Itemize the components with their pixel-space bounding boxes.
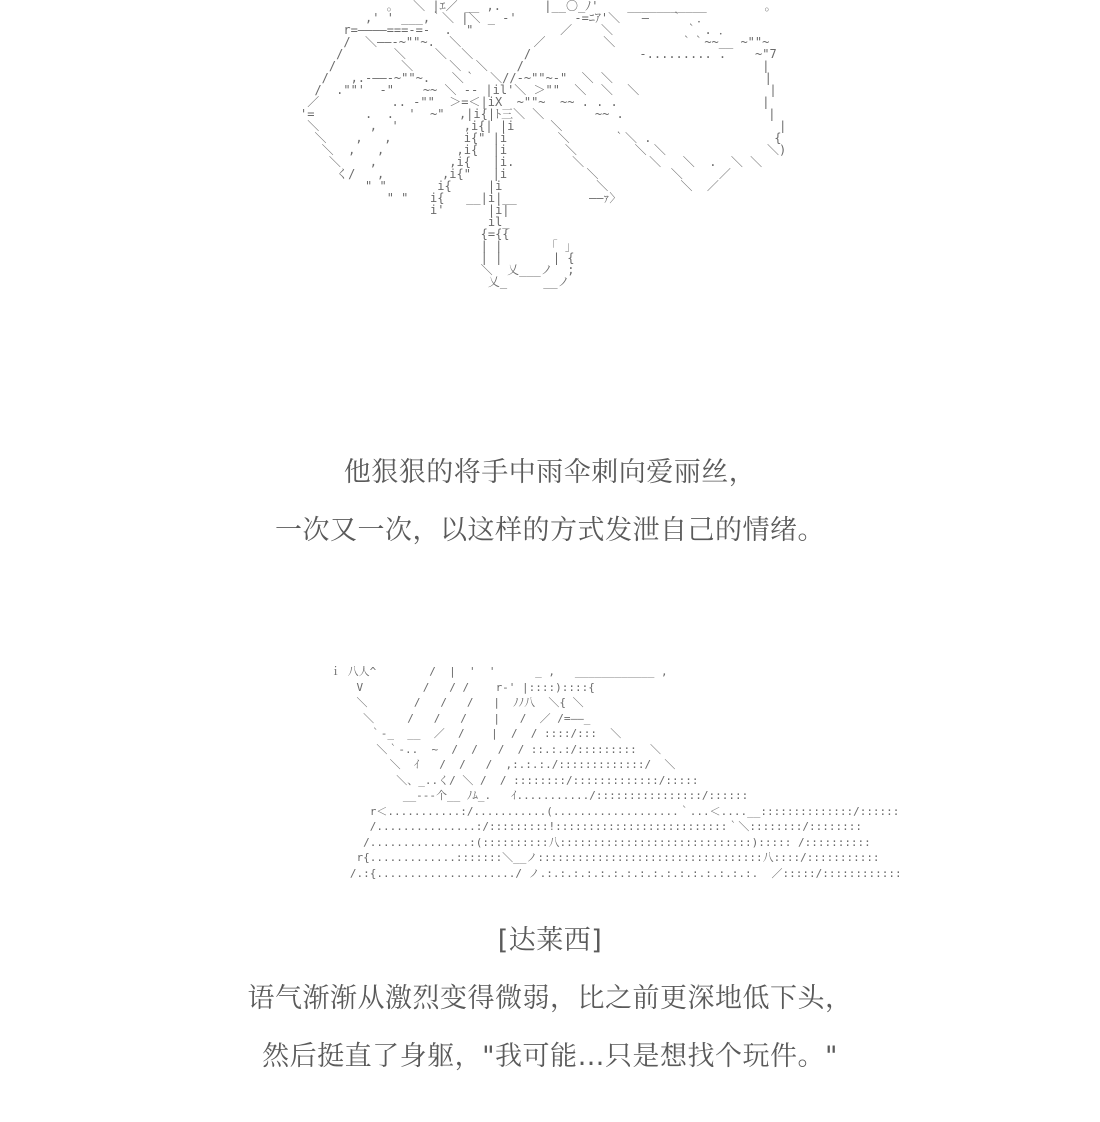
caption-line-1: 他狠狠的将手中雨伞刺向爱丽丝，	[343, 457, 757, 488]
caption-line-2: 一次又一次，以这样的方式发泄自己的情绪。	[275, 515, 825, 546]
slumped-figure-ascii-art: ｉ 八人^ / | ' ' _ , ____________ , V / / / r-' |::::)::::{ ＼ / / / | ﾉﾉ八 ＼{ ＼ ＼ / / / | / ／ /=——_ ｀-_ __ ／ / | / / ::::/::: ＼ ＼｀-.. ~ / / / / ::.:.:/::::::::: ＼ ＼ ｲ / / / ,:.:.:./:::::::::::::/ ＼ ＼、_..く/ ＼ / / ::::::::/:::::::::::::/::::: __---个__ ﾉﾑ_. ｲ.........../::::::::::::::::/:::::: r＜...........:/...........(...................｀...＜....__::::::::::::::/:::::: /...............:/:::::::::!::::::::::::::::::::::::::｀＼::::::::/:::::::: /...............:(::::::::::八:::::::::::::::::::::::::::::)::::: /:::::::::: r{.............:::::::＼__ノ::::::::::::::::::::::::::::::::::八::::/::::::::::: /.:{...................../ ノ.:.:.:.:.:.:.:.:.:.:.:.:.:.:.:.:. ／:::::/::::::::::::	[330, 665, 902, 880]
caption-line-3: 语气渐渐从激烈变得微弱，比之前更深地低下头，	[247, 983, 853, 1014]
speaker-label: [达莱西]	[497, 925, 603, 956]
caption-line-4: 然后挺直了身躯，"我可能…只是想找个玩件。"	[262, 1041, 838, 1072]
umbrella-ascii-art: 。 ＼ |ｴ／ __ ,. |__〇_ﾉ' ___________ 。 ,' ' ___,｀＼ |＼ _ -' -=ﾆｱ'＼ — ｀ ． r=————===-=- . " ／ ＼ ｀ . ． / ＼——-~""~. ＼ ／ ＼ ｀｀~~__ ~""~ / ＼ ＼ ＼ / -......... . ~"7 / ＼ ＼ ＼ / | / ,.-——-~""~. ＼｀ ＼//-~""~-" ＼ ＼ | / .""' -" ~~ ＼ -- |il'＼ ＞"" ＼ ＼ ＼ | ／ .. -"" ＞=＜|iX ~""~ ~~ . . . | '= . . ' ~" ,|i{|ﾄ三＼ ＼ ~~ . | ＼ , ' ,i{| |i ＼ | ＼ , , i{" |i ＼ ｀＼ . { ＼ , , ,i{ |i ＼ ＼ ＼ ＼) ＼ , ,i{ |i. ＼ ＼ ＼ . ＼ ＼ く/ , ,i{" |i ＼ ＼ ／ " " i{ |i ＼ ＼ ／ " " i{ __|i|__ ——ｧ〉 i' |i| il_ {={{ | | 「 ｣ | | | { ＼ 乂___ノ ; 乂_ __ノ	[300, 0, 787, 289]
